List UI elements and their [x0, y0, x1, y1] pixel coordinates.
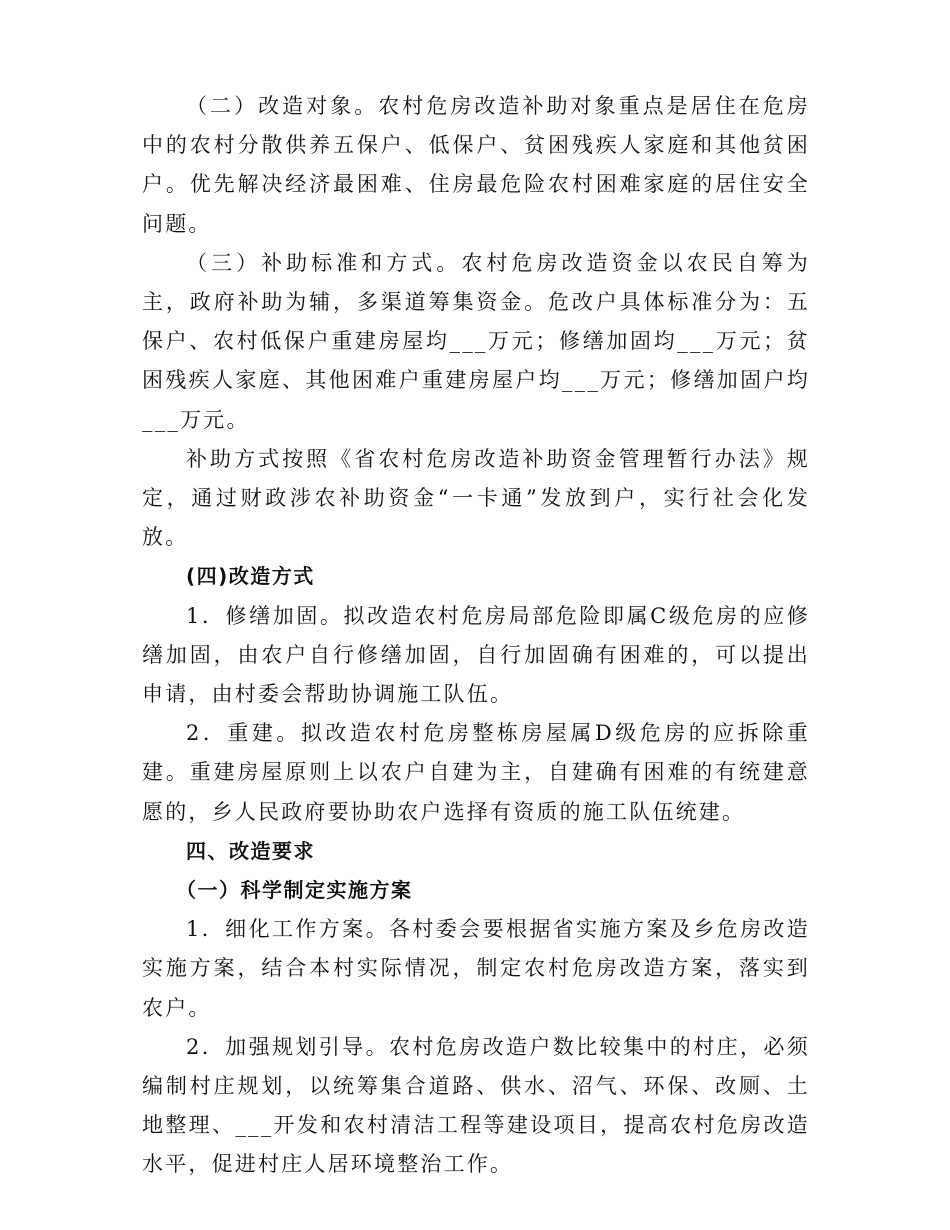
paragraph-subsidy-standards: （三）补助标准和方式。农村危房改造资金以农民自筹为主，政府补助为辅，多渠道筹集资金。危改户具体标准分为：五保户、农村低保户重建房屋均___万元；修缮加固均___万元；贫困残疾人家庭、其他困难户重建房屋户均___万元；修缮加固户均___万元。	[142, 250, 810, 432]
paragraph-work-plan: 1．细化工作方案。各村委会要根据省实施方案及乡危房改造实施方案，结合本村实际情况，制定农村危房改造方案，落实到农户。	[142, 917, 810, 1020]
heading-renovation-requirements: 四、改造要求	[186, 838, 315, 863]
heading-implementation-plan: （一）科学制定实施方案	[176, 878, 413, 903]
paragraph-planning-guidance: 2．加强规划引导。农村危房改造户数比较集中的村庄，必须编制村庄规划，以统筹集合道路、供水、沼气、环保、改厕、土地整理、___开发和农村清洁工程等建设项目，提高农村危房改造水平，促进村庄人居环境整治工作。	[142, 1034, 810, 1177]
document-body	[142, 87, 810, 1185]
paragraph-renovation-targets: （二）改造对象。农村危房改造补助对象重点是居住在危房中的农村分散供养五保户、低保户、贫困残疾人家庭和其他贫困户。优先解决经济最困难、住房最危险农村困难家庭的居住安全问题。	[142, 94, 810, 236]
paragraph-subsidy-method: 补助方式按照《省农村危房改造补助资金管理暂行办法》规定，通过财政涉农补助资金“一卡通”发放到户，实行社会化发放。	[142, 446, 810, 550]
paragraph-repair-reinforce: 1．修缮加固。拟改造农村危房局部危险即属C级危房的应修缮加固，由农户自行修缮加固，自行加固确有困难的，可以提出申请，由村委会帮助协调施工队伍。	[142, 603, 810, 707]
heading-renovation-methods: (四)改造方式	[186, 564, 315, 589]
paragraph-rebuild: 2．重建。拟改造农村危房整栋房屋属D级危房的应拆除重建。重建房屋原则上以农户自建为主，自建确有困难的有统建意愿的，乡人民政府要协助农户选择有资质的施工队伍统建。	[142, 721, 810, 824]
